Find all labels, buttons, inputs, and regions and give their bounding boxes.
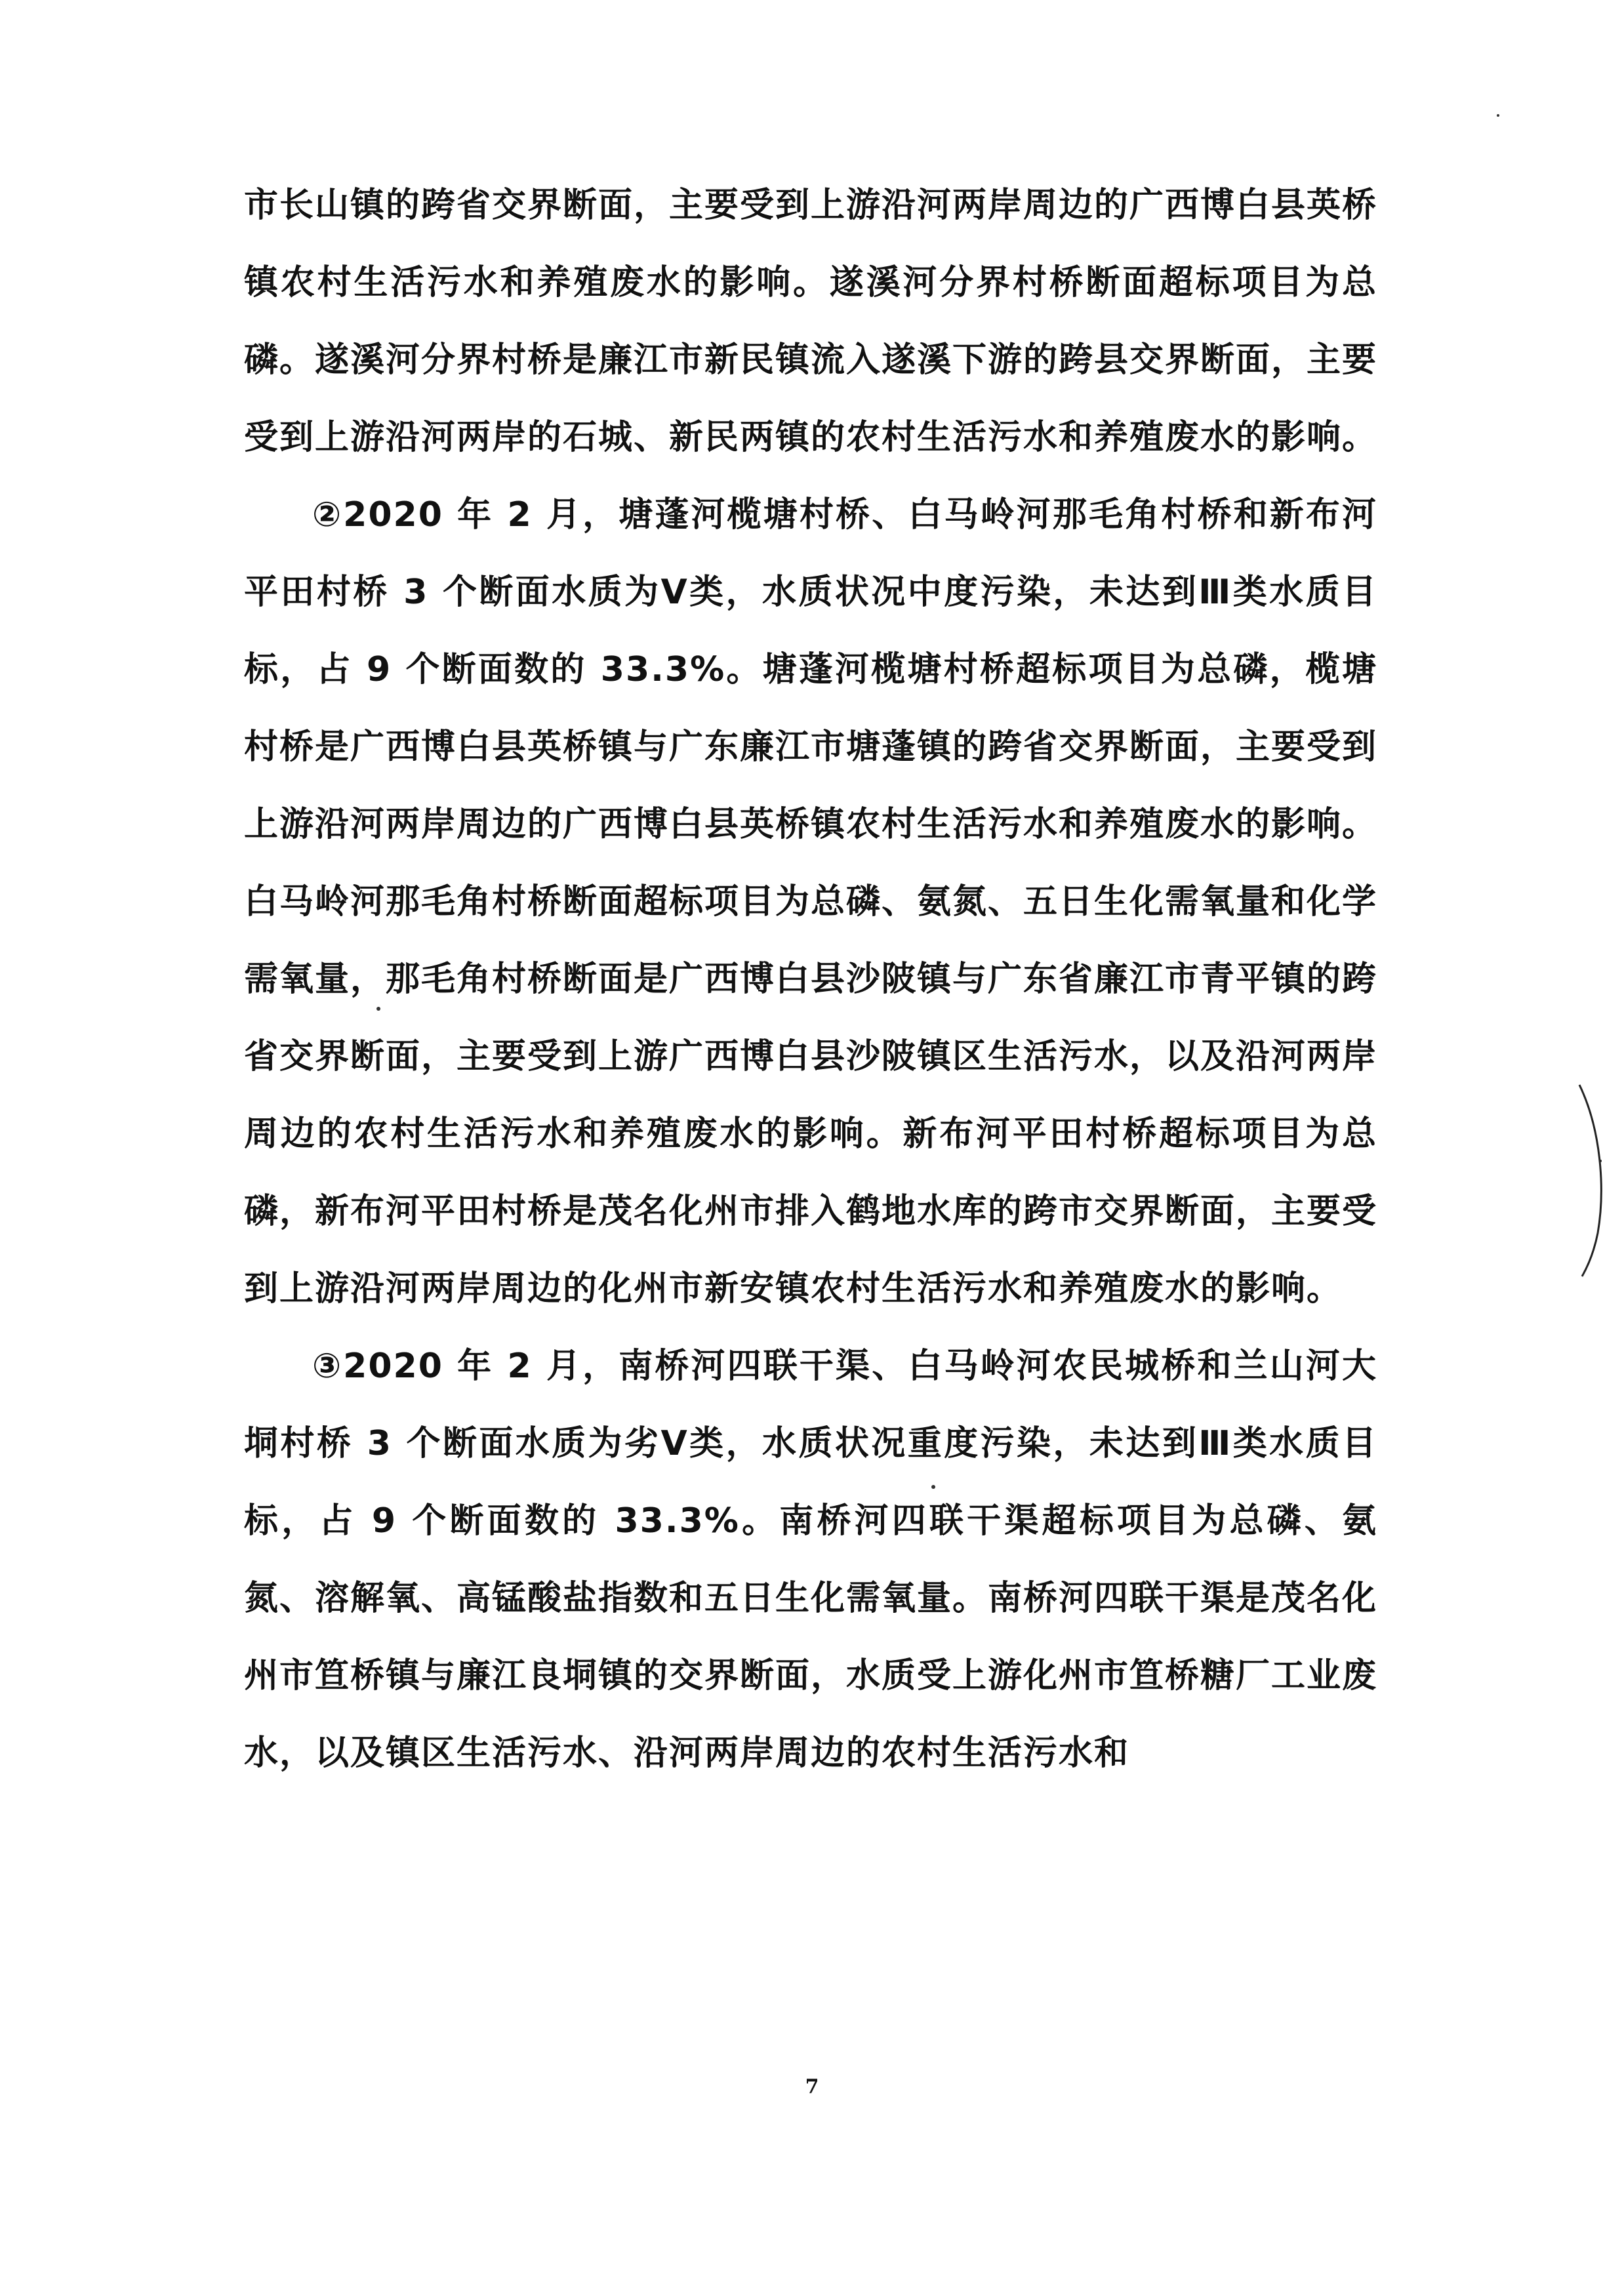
scan-speck — [376, 1007, 380, 1011]
paragraph-3: ③2020 年 2 月，南桥河四联干渠、白马岭河农民城桥和兰山河大垌村桥 3 个断面水质为劣Ⅴ类，水质状况重度污染，未达到Ⅲ类水质目标，占 9 个断面数的 33.3%。南桥河四联干渠超标项目为总磷、氨氮、溶解氧、高锰酸盐指数和五日生化需氧量。南桥河四联干渠是茂名化州市笪桥镇与廉江良垌镇的交界断面，水质受上游化州市笪桥糖厂工业废水，以及镇区生活污水、沿河两岸周边的农村生活污水和 — [244, 1347, 1378, 1773]
scan-speck — [931, 1485, 935, 1489]
paragraph-1: 市长山镇的跨省交界断面，主要受到上游沿河两岸周边的广西博白县英桥镇农村生活污水和养殖废水的影响。遂溪河分界村桥断面超标项目为总磷。遂溪河分界村桥是廉江市新民镇流入遂溪下游的跨县交界断面，主要受到上游沿河两岸的石城、新民两镇的农村生活污水和养殖废水的影响。 — [244, 186, 1378, 457]
body-text — [244, 167, 1377, 1792]
paragraph-2: ②2020 年 2 月，塘蓬河榄塘村桥、白马岭河那毛角村桥和新布河平田村桥 3 个断面水质为Ⅴ类，水质状况中度污染，未达到Ⅲ类水质目标，占 9 个断面数的 33.3%。塘蓬河榄塘村桥超标项目为总磷，榄塘村桥是广西博白县英桥镇与广东廉江市塘蓬镇的跨省交界断面，主要受到上游沿河两岸周边的广西博白县英桥镇农村生活污水和养殖废水的影响。白马岭河那毛角村桥断面超标项目为总磷、氨氮、五日生化需氧量和化学需氧量，那毛角村桥断面是广西博白县沙陂镇与广东省廉江市青平镇的跨省交界断面，主要受到上游广西博白县沙陂镇区生活污水，以及沿河两岸周边的农村生活污水和养殖废水的影响。新布河平田村桥超标项目为总磷，新布河平田村桥是茂名化州市排入鹤地水库的跨市交界断面，主要受到上游沿河两岸周边的化州市新安镇农村生活污水和养殖废水的影响。 — [244, 495, 1378, 1309]
scan-speck — [1497, 114, 1499, 117]
page-number: 7 — [805, 2075, 819, 2098]
binding-hole-mark — [1574, 1082, 1614, 1279]
